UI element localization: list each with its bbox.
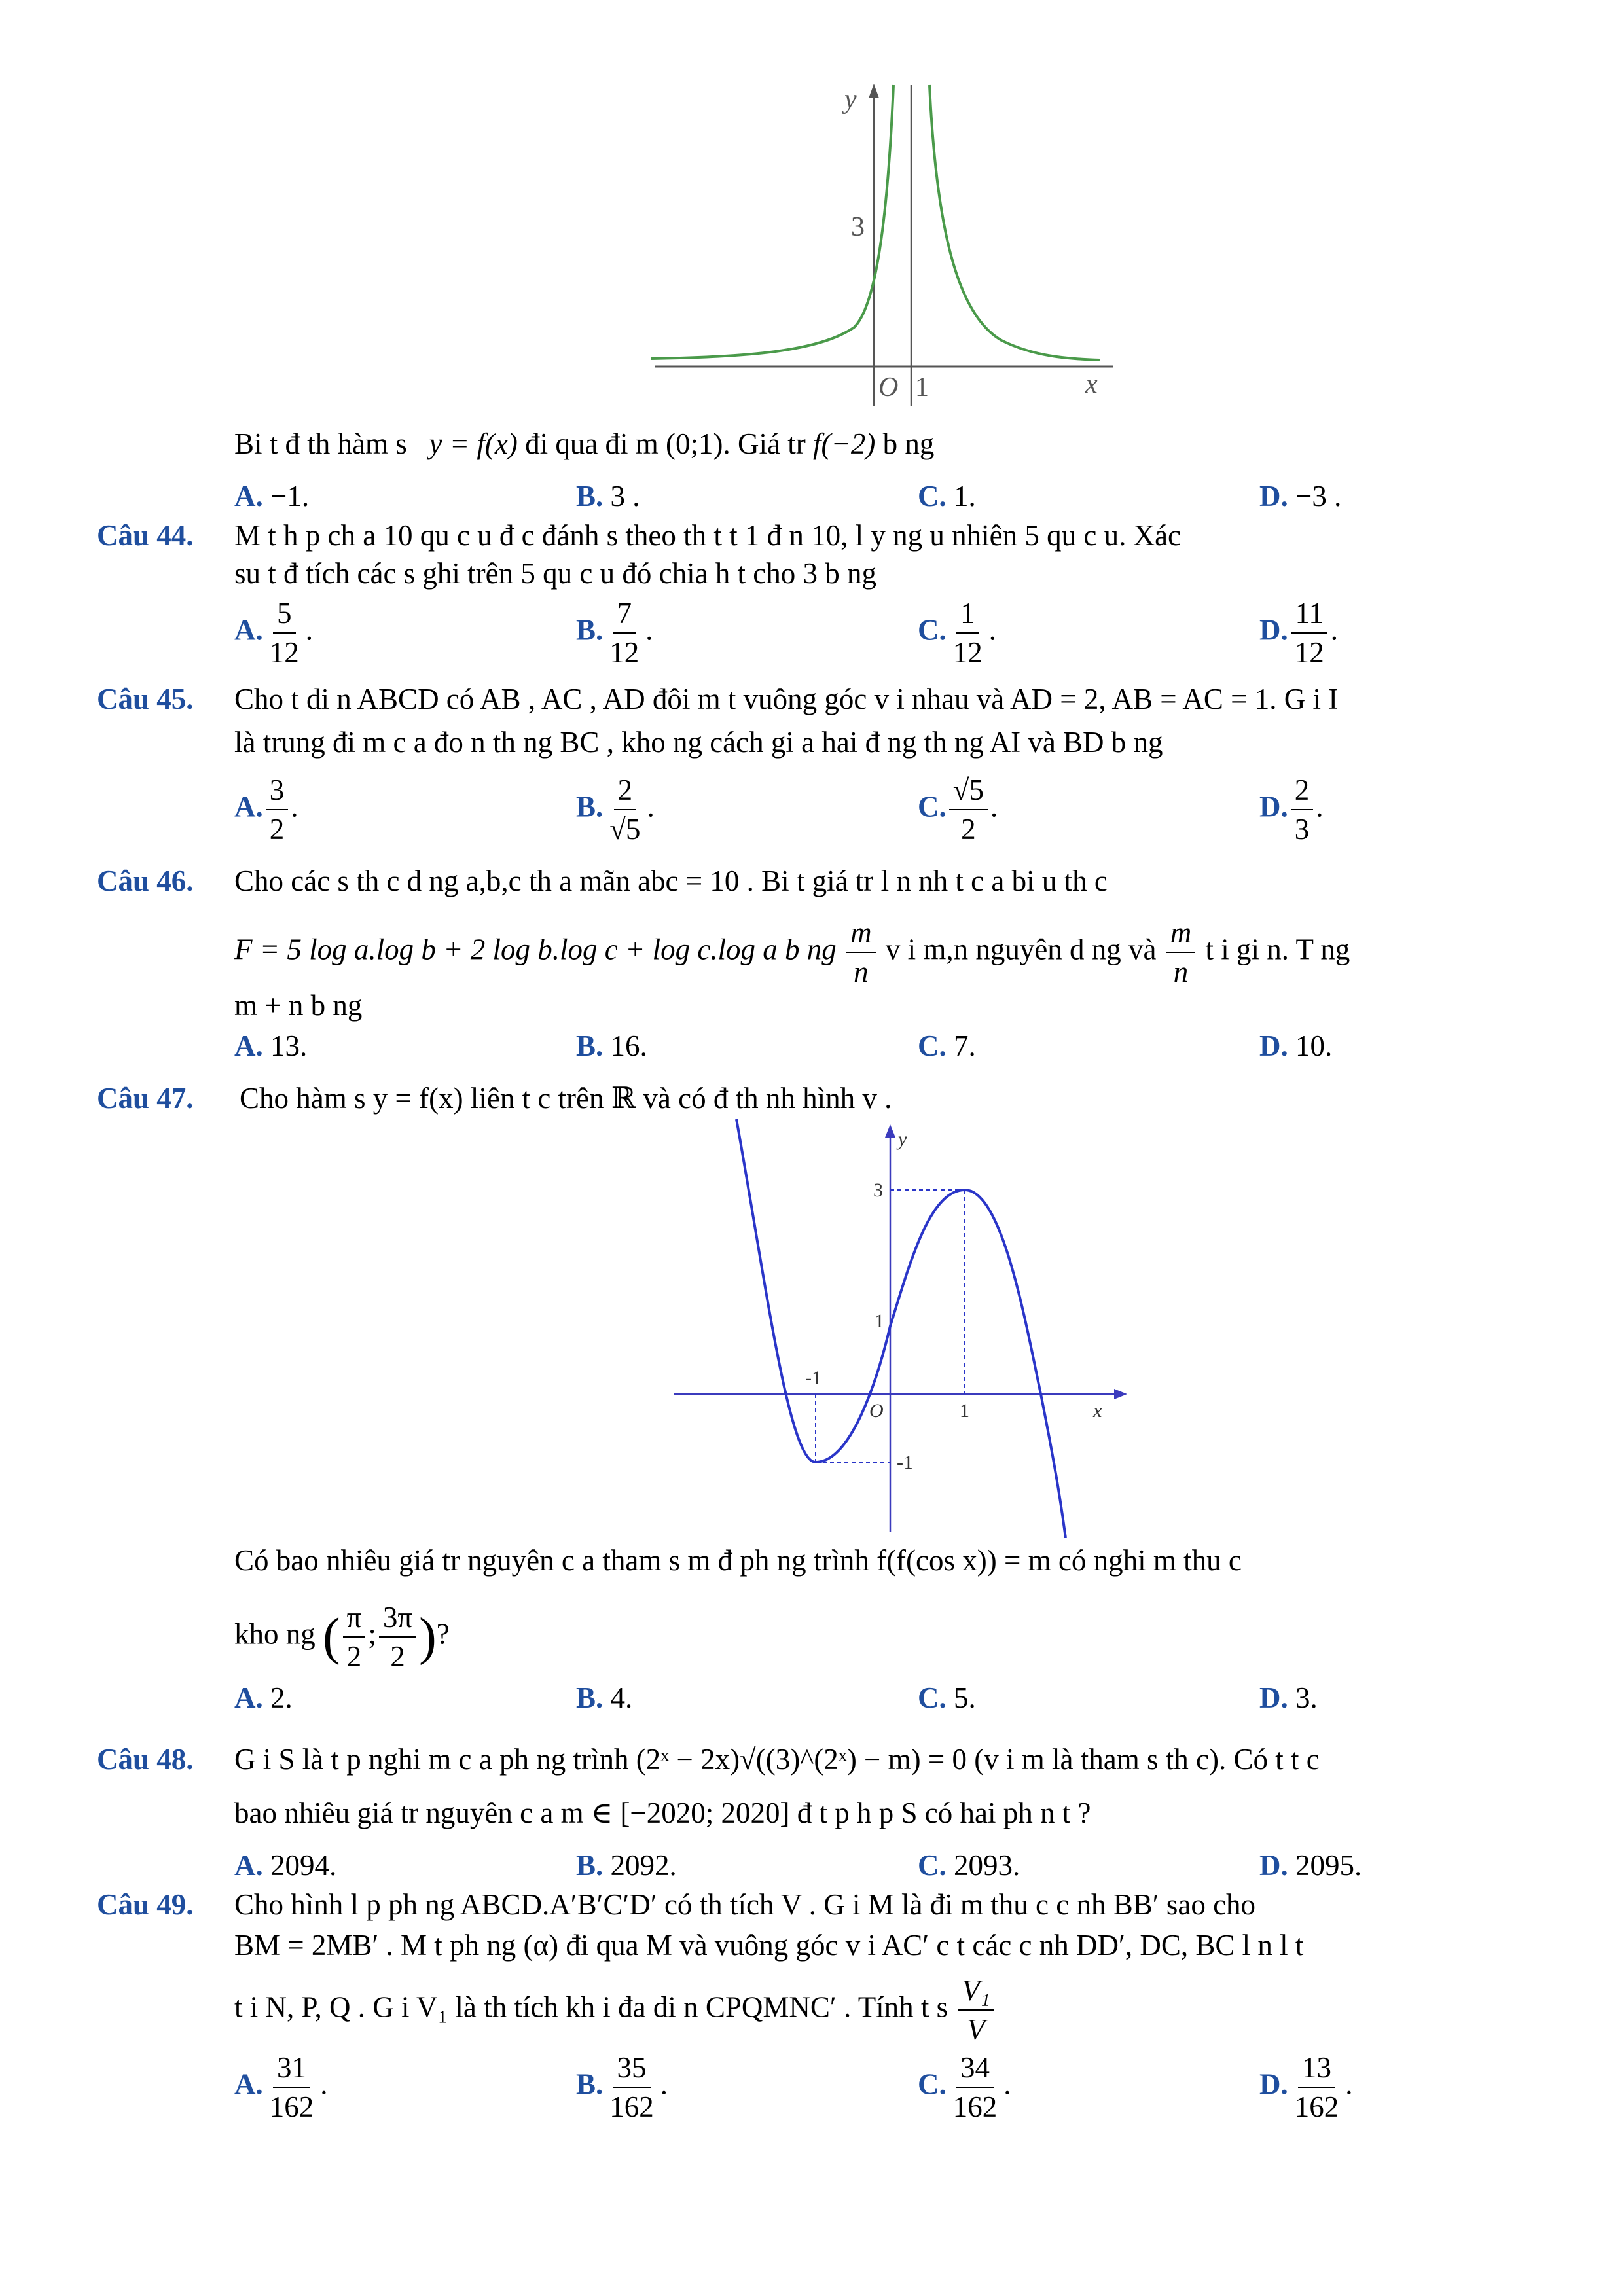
q46-line2: F = 5 log a.log b + 2 log b.log c + log c.log a b ng $\frac{m}{n}$ v i m,n nguyên d ng và $\frac{m}{n}$ t i gi n. T ng [234,914,1350,991]
q47-option-b: B. 4. [576,1681,633,1714]
q49-line1: Cho hình l p ph ng ABCD.A′B′C′D′ có th tích V . G i M là đi m thu c c nh BB′ sao cho [234,1888,1256,1921]
q44-line1: M t h p ch a 10 qu c u đ c đánh s theo th t t 1 đ n 10, l y ng u nhiên 5 qu c u. Xác [234,519,1182,552]
q46-line3: m + n b ng [234,989,363,1022]
tick-x-neg1: -1 [805,1367,821,1389]
q47-line2: Có bao nhiêu giá tr nguyên c a tham s m đ ph ng trình f(f(cos x)) = m có nghi m thu c [234,1544,1242,1577]
q47-option-d: D. 3. [1259,1681,1318,1714]
q48-option-a: A. 2094. [234,1849,337,1882]
q46-option-b: B. 16. [576,1030,647,1062]
q43-option-c: C. 1. [918,480,976,512]
tick-y-3: 3 [851,212,865,242]
q43-option-a: A. −1. [234,480,310,512]
q45-option-a: A. $\frac{3}{2}$ . [234,771,298,848]
q44-line2: su t đ tích các s ghi trên 5 qu c u đó chia h t cho 3 b ng [234,557,877,590]
tick-y-neg1: -1 [897,1452,913,1473]
tick-x-1: 1 [915,372,929,403]
tick-y-3: 3 [873,1179,883,1201]
origin-label: O [878,372,899,403]
y-axis-label: y [844,84,857,115]
q44-option-c: C. $\frac{1}{12}$ . [918,594,996,672]
q49-option-c: C. $\frac{34}{162}$ . [918,2049,1011,2126]
q45-option-c: C. $\frac{√5}{2}$ . [918,771,998,848]
x-axis-label: x [1085,369,1098,399]
curve-right-branch [929,85,1100,360]
q46-label: Câu 46. [97,865,194,897]
q44-option-d: D. $\frac{11}{12}$ . [1259,594,1338,672]
cubic-curve [736,1119,1066,1538]
tick-x-1: 1 [960,1400,969,1422]
q47-label: Câu 47. [97,1082,194,1115]
q45-line2: là trung đi m c a đo n th ng BC , kho ng cách gi a hai đ ng th ng AI và BD b ng [234,726,1163,759]
q49-option-a: A. $\frac{31}{162}$ . [234,2049,328,2126]
q45-line1: Cho t di n ABCD có AB , AC , AD đôi m t vuông góc v i nhau và AD = 2, AB = AC = 1. G i I [234,683,1339,715]
q47-line3: kho ng ( $\frac{\pi}{2}$ ; $\frac{3\pi}{2}$ )? [234,1598,450,1676]
q45-option-d: D. $\frac{2}{3}$ . [1259,771,1324,848]
q48-line2: bao nhiêu giá tr nguyên c a m ∈ [−2020; 2020] đ t p h p S có hai ph n t ? [234,1797,1091,1829]
q47-line1: Cho hàm s y = f(x) liên t c trên ℝ và có đ th nh hình v . [240,1082,892,1115]
q48-line1: G i S là t p nghi m c a ph ng trình (2ˣ − 2x)√((3)^(2ˣ) − m) = 0 (v i m là tham s th c). Có t t c [234,1743,1320,1776]
q43-stem: Bi t đ th hàm s y = f(x) đi qua đi m (0;1). Giá tr f(−2) b ng [234,427,935,460]
y-axis-label: y [898,1128,907,1150]
q43-option-b: B. 3 . [576,480,640,512]
q48-option-c: C. 2093. [918,1849,1020,1882]
y-axis-arrow [869,84,879,98]
x-axis-label: x [1093,1400,1102,1422]
q47-option-a: A. 2. [234,1681,293,1714]
q48-option-b: B. 2092. [576,1849,677,1882]
q49-option-d: D. $\frac{13}{162}$ . [1259,2049,1353,2126]
q44-label: Câu 44. [97,519,194,552]
q45-label: Câu 45. [97,683,194,715]
graph-1 [648,79,1119,419]
x-axis-arrow [1114,1389,1127,1399]
q49-option-b: B. $\frac{35}{162}$ . [576,2049,668,2126]
tick-y-1: 1 [875,1310,884,1332]
q49-label: Câu 49. [97,1888,194,1921]
q46-option-a: A. 13. [234,1030,308,1062]
q49-line2: BM = 2MB′ . M t ph ng (α) đi qua M và vuông góc v i AC′ c t các c nh DD′, DC, BC l n l t [234,1929,1304,1962]
q47-option-c: C. 5. [918,1681,976,1714]
q46-option-c: C. 7. [918,1030,976,1062]
q43-option-d: D. −3 . [1259,480,1342,512]
q45-option-b: B. $\frac{2}{√5}$ . [576,771,655,848]
graph-2 [668,1119,1139,1538]
q44-option-b: B. $\frac{7}{12}$ . [576,594,653,672]
q48-label: Câu 48. [97,1743,194,1776]
q44-option-a: A. $\frac{5}{12}$ . [234,594,313,672]
origin-label: O [869,1400,884,1422]
q48-option-d: D. 2095. [1259,1849,1362,1882]
q46-line1: Cho các s th c d ng a,b,c th a mãn abc = 10 . Bi t giá tr l n nh t c a bi u th c [234,865,1108,897]
q46-option-d: D. 10. [1259,1030,1333,1062]
y-axis-arrow [885,1124,895,1138]
q49-line3: t i N, P, Q . G i V₁ là th tích kh i đa di n CPQMNC′ . Tính t s $\frac{\text{V₁}}{V}$ [234,1971,997,2049]
